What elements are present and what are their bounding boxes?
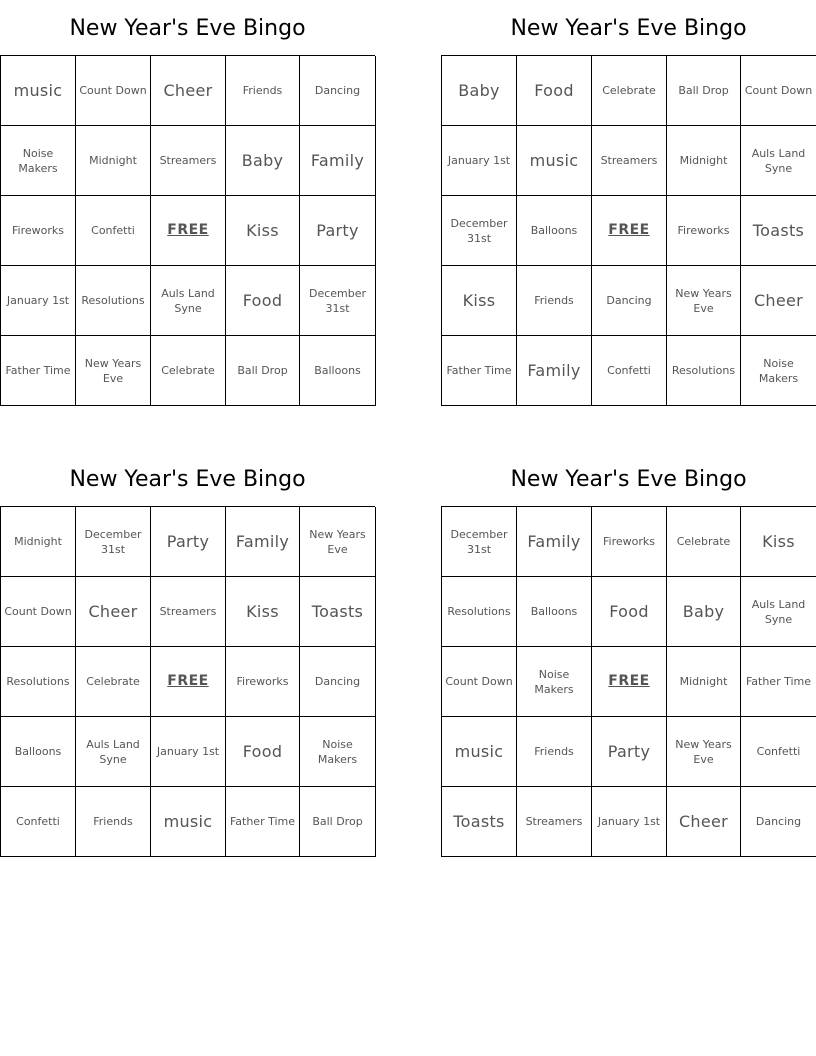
bingo-cell: Ball Drop [226, 336, 300, 406]
bingo-cell: music [442, 717, 517, 787]
bingo-cell: Party [300, 196, 376, 266]
bingo-cell: Cheer [741, 266, 816, 336]
bingo-cell: Food [226, 266, 300, 336]
bingo-card-4 [441, 451, 816, 851]
bingo-cell: Dancing [300, 56, 376, 126]
bingo-cell: Streamers [592, 126, 667, 196]
bingo-card-1 [0, 0, 375, 400]
free-space-cell: FREE [592, 196, 667, 266]
bingo-cell: December 31st [442, 507, 517, 577]
bingo-cell: Baby [667, 577, 741, 647]
bingo-cell: Father Time [442, 336, 517, 406]
bingo-cell: Confetti [741, 717, 816, 787]
bingo-cell: Family [517, 507, 592, 577]
bingo-cell: Resolutions [1, 647, 76, 717]
bingo-cell: Resolutions [667, 336, 741, 406]
bingo-cell: Toasts [300, 577, 376, 647]
bingo-cell: Toasts [741, 196, 816, 266]
bingo-cell: New Years Eve [667, 717, 741, 787]
bingo-cell: Midnight [1, 507, 76, 577]
bingo-cell: Ball Drop [667, 56, 741, 126]
bingo-cell: January 1st [1, 266, 76, 336]
bingo-cell: Balloons [1, 717, 76, 787]
bingo-cell: music [1, 56, 76, 126]
bingo-cell: Noise Makers [517, 647, 592, 717]
bingo-cell: Family [517, 336, 592, 406]
card-title: New Year's Eve Bingo [69, 16, 306, 41]
bingo-cell: Streamers [151, 577, 226, 647]
bingo-cell: Fireworks [667, 196, 741, 266]
bingo-cell: Friends [517, 717, 592, 787]
bingo-cell: December 31st [76, 507, 151, 577]
bingo-cell: Friends [226, 56, 300, 126]
bingo-cell: Dancing [741, 787, 816, 857]
bingo-cell: Kiss [226, 577, 300, 647]
bingo-cell: Resolutions [76, 266, 151, 336]
bingo-card-3 [0, 451, 375, 851]
bingo-cell: Noise Makers [1, 126, 76, 196]
free-space-cell: FREE [151, 196, 226, 266]
bingo-cell: Toasts [442, 787, 517, 857]
bingo-cell: Midnight [76, 126, 151, 196]
bingo-cell: Kiss [226, 196, 300, 266]
bingo-cell: Balloons [517, 577, 592, 647]
bingo-cell: Father Time [226, 787, 300, 857]
bingo-cell: Count Down [741, 56, 816, 126]
bingo-cell: New Years Eve [300, 507, 376, 577]
bingo-cell: music [517, 126, 592, 196]
bingo-cell: Count Down [1, 577, 76, 647]
bingo-cell: Noise Makers [300, 717, 376, 787]
bingo-cell: Noise Makers [741, 336, 816, 406]
bingo-cell: Fireworks [1, 196, 76, 266]
bingo-cell: Baby [226, 126, 300, 196]
bingo-cell: Friends [76, 787, 151, 857]
bingo-cell: Celebrate [667, 507, 741, 577]
bingo-cell: Auls Land Syne [151, 266, 226, 336]
bingo-cell: Cheer [76, 577, 151, 647]
bingo-cell: Midnight [667, 647, 741, 717]
bingo-cell: Resolutions [442, 577, 517, 647]
bingo-cell: Food [517, 56, 592, 126]
bingo-cell: Auls Land Syne [76, 717, 151, 787]
bingo-cell: Auls Land Syne [741, 577, 816, 647]
bingo-cell: Family [300, 126, 376, 196]
bingo-cell: Fireworks [592, 507, 667, 577]
bingo-cell: Confetti [76, 196, 151, 266]
bingo-cell: Confetti [592, 336, 667, 406]
bingo-cell: Party [592, 717, 667, 787]
bingo-grid [441, 506, 816, 857]
free-space-cell: FREE [151, 647, 226, 717]
bingo-cell: Ball Drop [300, 787, 376, 857]
bingo-cell: Dancing [592, 266, 667, 336]
bingo-cell: Father Time [741, 647, 816, 717]
bingo-cell: Count Down [442, 647, 517, 717]
bingo-grid [0, 55, 375, 406]
bingo-cell: Celebrate [76, 647, 151, 717]
bingo-cell: music [151, 787, 226, 857]
card-title: New Year's Eve Bingo [510, 467, 747, 492]
bingo-cell: January 1st [592, 787, 667, 857]
free-space-cell: FREE [592, 647, 667, 717]
bingo-cell: January 1st [151, 717, 226, 787]
bingo-cell: Kiss [442, 266, 517, 336]
bingo-grid [0, 506, 375, 857]
bingo-cell: Midnight [667, 126, 741, 196]
bingo-cell: Celebrate [592, 56, 667, 126]
bingo-cell: Count Down [76, 56, 151, 126]
bingo-cell: Party [151, 507, 226, 577]
bingo-cell: Cheer [151, 56, 226, 126]
bingo-cell: Fireworks [226, 647, 300, 717]
bingo-cell: Father Time [1, 336, 76, 406]
bingo-cell: Balloons [300, 336, 376, 406]
bingo-cell: Family [226, 507, 300, 577]
bingo-cell: January 1st [442, 126, 517, 196]
bingo-cell: Food [226, 717, 300, 787]
bingo-cell: Food [592, 577, 667, 647]
bingo-cell: New Years Eve [667, 266, 741, 336]
bingo-cell: Kiss [741, 507, 816, 577]
bingo-cell: New Years Eve [76, 336, 151, 406]
bingo-card-2 [441, 0, 816, 400]
bingo-cell: Confetti [1, 787, 76, 857]
bingo-cell: Balloons [517, 196, 592, 266]
bingo-cell: Dancing [300, 647, 376, 717]
bingo-cell: Celebrate [151, 336, 226, 406]
bingo-cell: December 31st [300, 266, 376, 336]
bingo-cell: Friends [517, 266, 592, 336]
bingo-cell: Cheer [667, 787, 741, 857]
bingo-cell: Baby [442, 56, 517, 126]
bingo-cell: December 31st [442, 196, 517, 266]
card-title: New Year's Eve Bingo [510, 16, 747, 41]
bingo-grid [441, 55, 816, 406]
bingo-cell: Streamers [517, 787, 592, 857]
bingo-cell: Streamers [151, 126, 226, 196]
bingo-cell: Auls Land Syne [741, 126, 816, 196]
card-title: New Year's Eve Bingo [69, 467, 306, 492]
